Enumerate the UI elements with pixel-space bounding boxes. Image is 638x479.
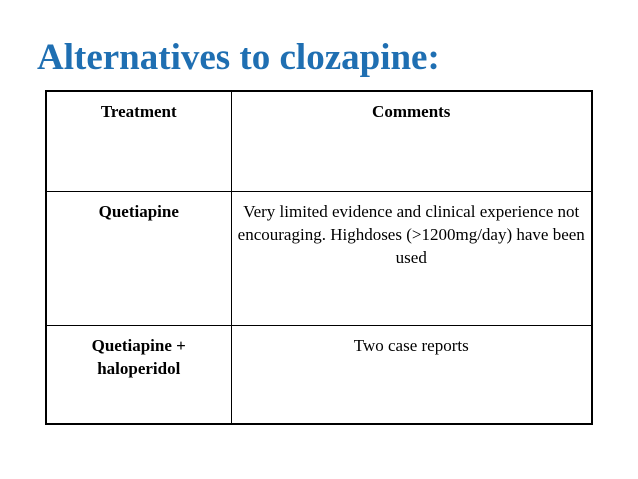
treatment-cell: Quetiapine	[46, 192, 231, 326]
comment-text: Two case reports	[353, 336, 469, 355]
header-comments: Comments	[231, 91, 592, 192]
table-row	[46, 192, 592, 326]
alternatives-table	[45, 90, 593, 425]
comment-cell	[231, 192, 592, 326]
comment-cell	[231, 326, 592, 425]
header-treatment: Treatment	[46, 91, 231, 192]
table-row	[46, 326, 592, 425]
comment-text: Very limited evidence and clinical experience not encouraging. Highdoses (>1200mg/day) have been used	[237, 202, 585, 267]
table-header-row	[46, 91, 592, 192]
slide-title: Alternatives to clozapine:	[37, 37, 440, 78]
treatment-cell: Quetiapine + haloperidol	[46, 326, 231, 425]
